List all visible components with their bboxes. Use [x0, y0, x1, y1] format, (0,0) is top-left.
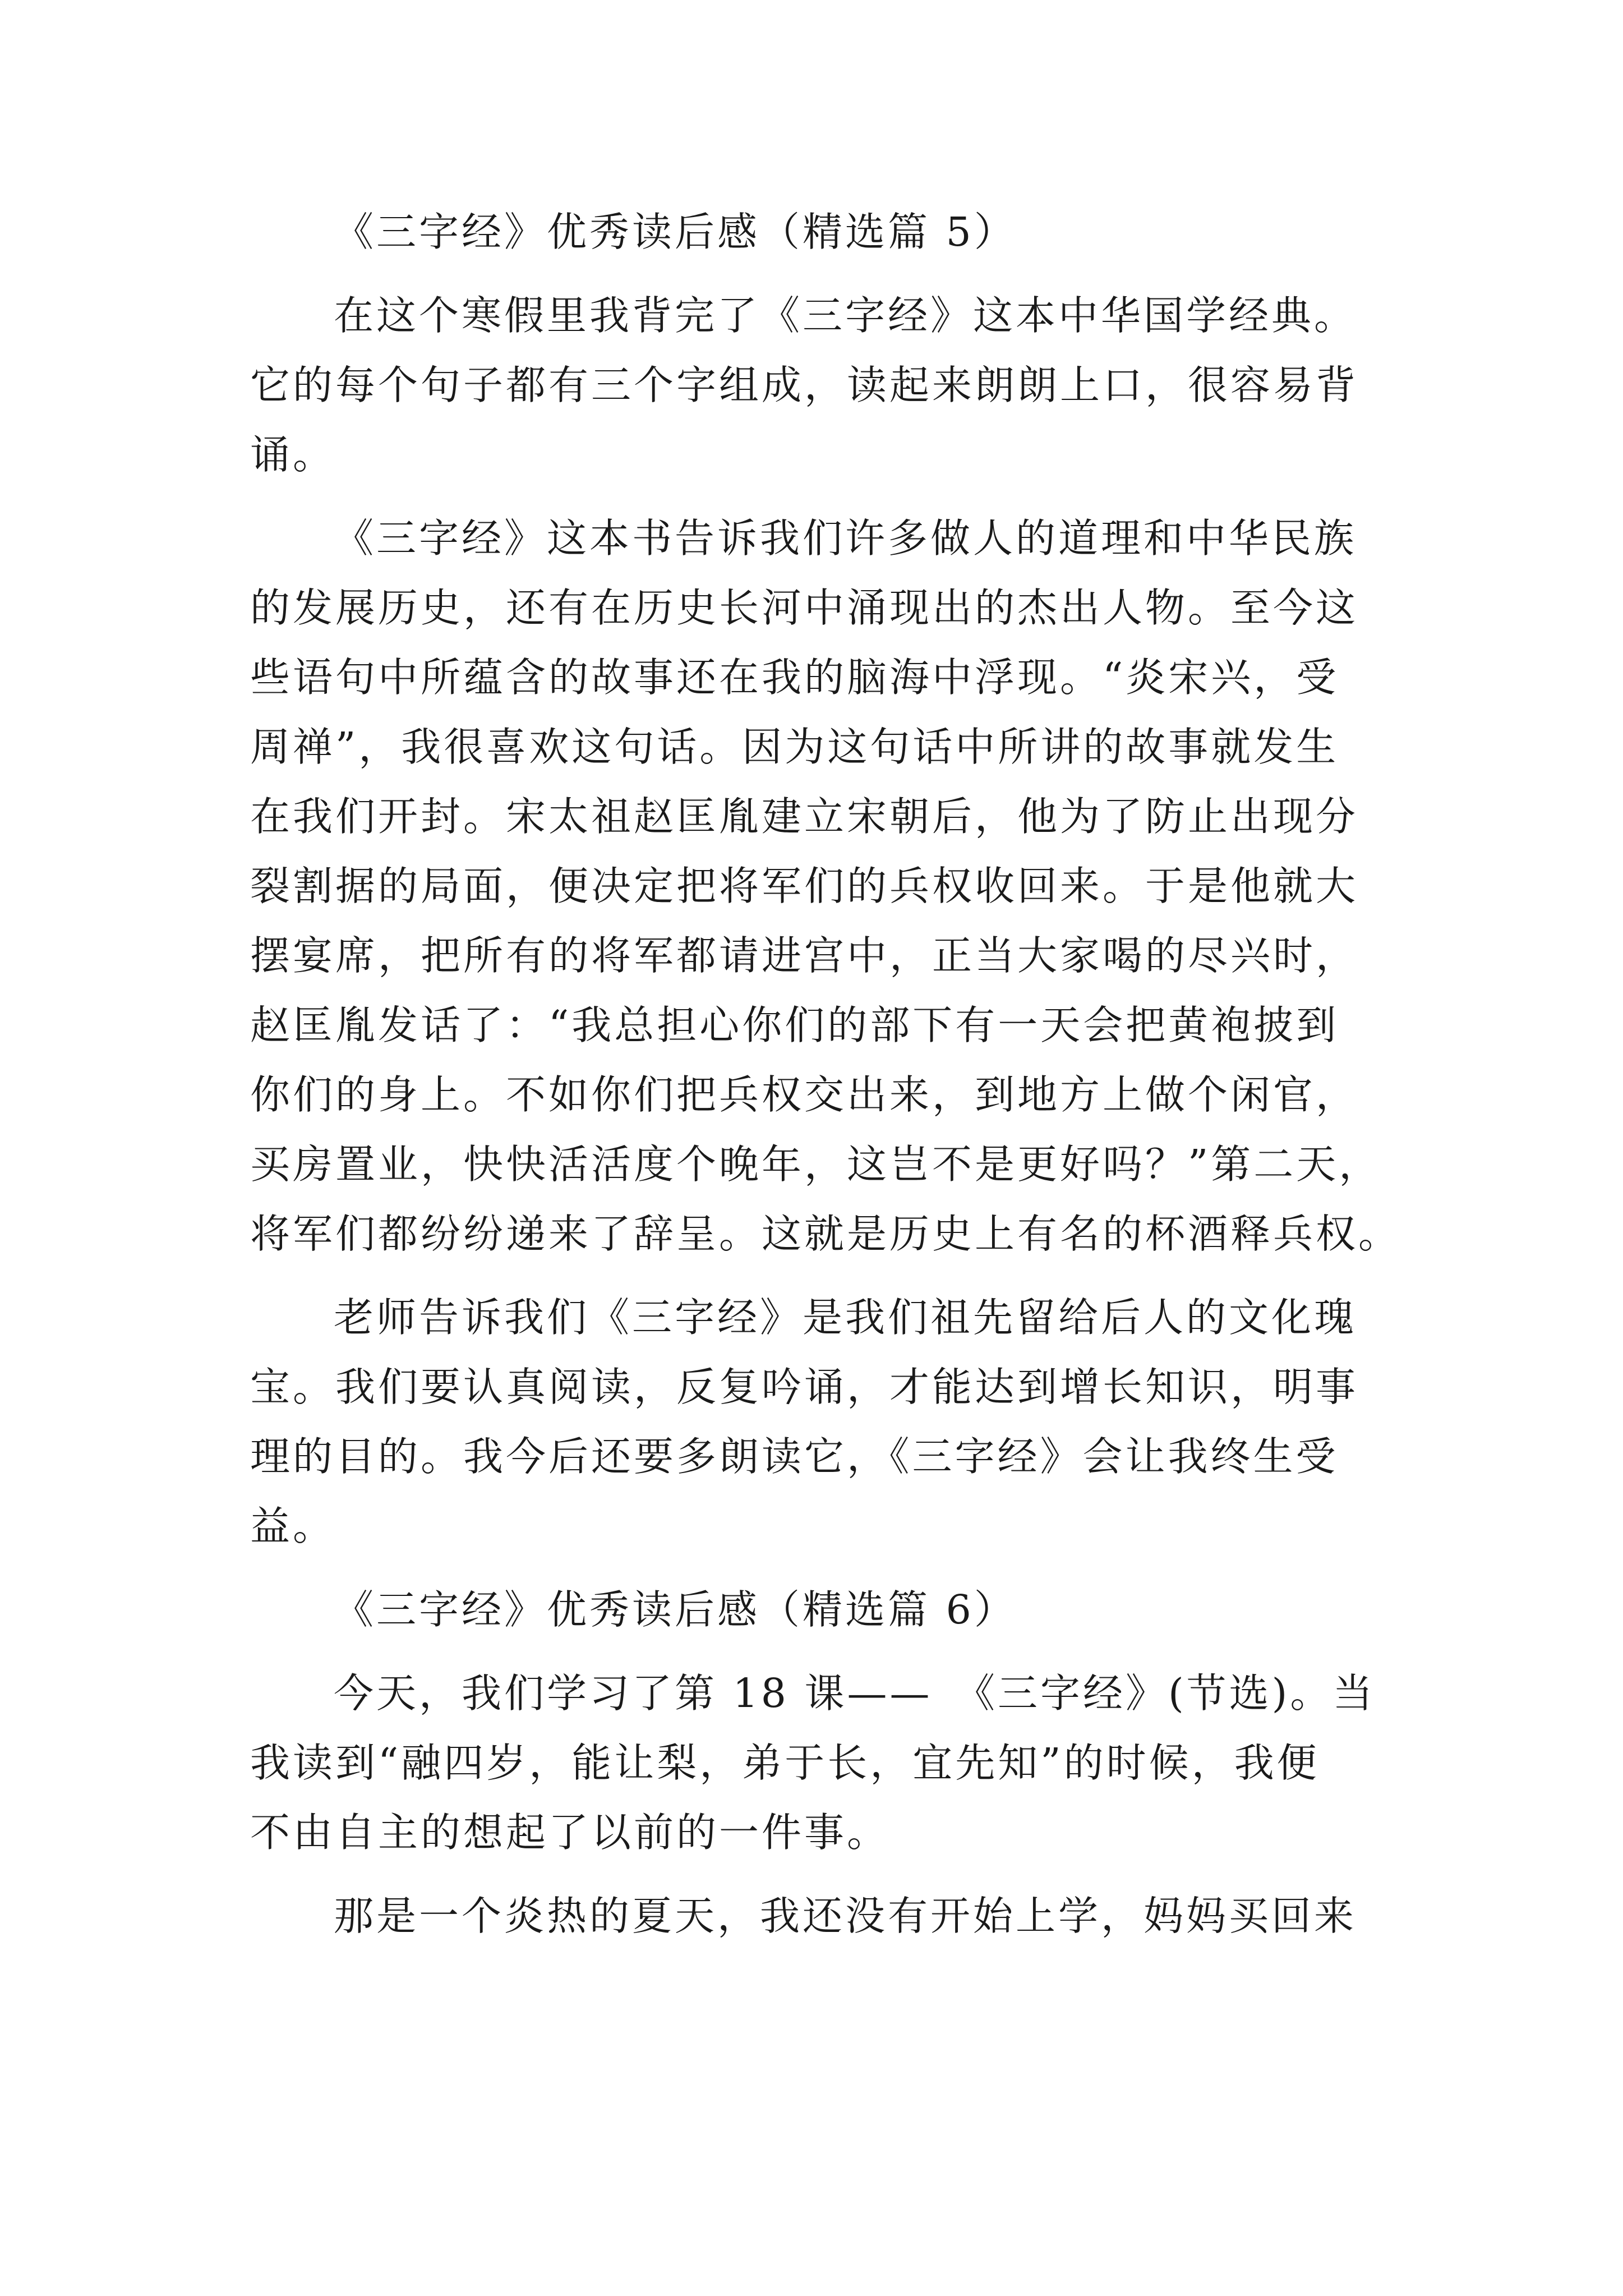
paragraph-line: 宝。我们要认真阅读，反复吟诵，才能达到增长知识，明事 [250, 1364, 1359, 1410]
document-body [250, 197, 1401, 1951]
section-heading-5: 《三字经》优秀读后感（精选篇 5） [334, 209, 1017, 255]
paragraph-line: 今天，我们学习了第 18 课—— 《三字经》(节选)。当 [334, 1670, 1376, 1717]
paragraph-line: 诵。 [250, 431, 336, 478]
paragraph-line: 益。 [250, 1503, 336, 1549]
paragraph-line: 裂割据的局面，便决定把将军们的兵权收回来。于是他就大 [250, 863, 1359, 909]
paragraph-line: 你们的身上。不如你们把兵权交出来，到地方上做个闲官， [250, 1071, 1359, 1118]
paragraph-line: 我读到“融四岁，能让梨，弟于长，宜先知”的时候，我便 [250, 1740, 1320, 1786]
paragraph-line: 老师告诉我们《三字经》是我们祖先留给后人的文化瑰 [334, 1294, 1357, 1341]
paragraph-line: 的发展历史，还有在历史长河中涌现出的杰出人物。至今这 [250, 585, 1359, 631]
paragraph-line: 买房置业，快快活活度个晚年，这岂不是更好吗？”第二天， [250, 1141, 1382, 1188]
paragraph-line: 摆宴席，把所有的将军都请进宫中，正当大家喝的尽兴时， [250, 932, 1359, 979]
section-heading-6: 《三字经》优秀读后感（精选篇 6） [334, 1586, 1017, 1633]
paragraph-line: 周禅”，我很喜欢这句话。因为这句话中所讲的故事就发生 [250, 724, 1339, 770]
paragraph-line: 将军们都纷纷递来了辞呈。这就是历史上有名的杯酒释兵权。 [250, 1211, 1401, 1257]
paragraph-line: 些语句中所蕴含的故事还在我的脑海中浮现。“炎宋兴，受 [250, 654, 1339, 701]
paragraph-line: 不由自主的想起了以前的一件事。 [250, 1809, 890, 1856]
paragraph-line: 理的目的。我今后还要多朗读它，《三字经》会让我终生受 [250, 1433, 1339, 1480]
paragraph-line: 那是一个炎热的夏天，我还没有开始上学，妈妈买回来 [334, 1893, 1357, 1939]
paragraph-line: 在这个寒假里我背完了《三字经》这本中华国学经典。 [334, 292, 1357, 339]
paragraph-line: 它的每个句子都有三个字组成，读起来朗朗上口，很容易背 [250, 362, 1359, 408]
paragraph-line: 《三字经》这本书告诉我们许多做人的道理和中华民族 [334, 515, 1357, 562]
paragraph-line: 赵匡胤发话了：“我总担心你们的部下有一天会把黄袍披到 [250, 1002, 1339, 1048]
paragraph-line: 在我们开封。宋太祖赵匡胤建立宋朝后，他为了防止出现分 [250, 793, 1359, 840]
